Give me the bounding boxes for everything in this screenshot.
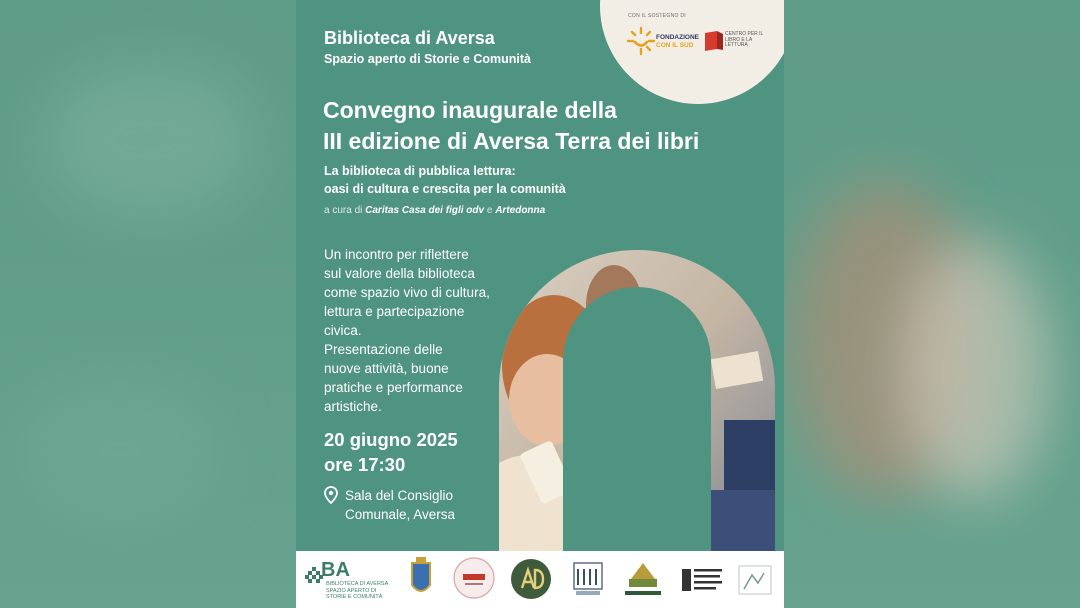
- blurred-background-left: [0, 0, 300, 608]
- event-poster: [296, 0, 784, 608]
- description-line: lettura e partecipazione: [324, 304, 465, 319]
- location-pin-icon: [324, 486, 338, 504]
- description-line: civica.: [324, 323, 362, 338]
- curated-conjunction: e: [486, 205, 493, 216]
- ba-logo-subtext: BIBLIOTECA DI AVERSA SPAZIO APERTO DI STORIE E COMUNITÀ: [326, 581, 388, 600]
- blurred-background-right: [780, 0, 1080, 608]
- con-il-sud-label: CON IL SUD: [656, 42, 694, 49]
- description-line: Un incontro per riflettere: [324, 247, 469, 262]
- description-line: pratiche e performance: [324, 380, 463, 395]
- event-title-line: III edizione di Aversa Terra dei libri: [323, 128, 700, 154]
- event-venue: [345, 486, 455, 524]
- book-association-logo-icon: [572, 561, 604, 599]
- partner-logos-footer: [296, 551, 784, 608]
- curator-name: Artedonna: [495, 205, 546, 216]
- background-blur-shape: [20, 380, 220, 520]
- ba-logo-text: BA: [321, 559, 350, 581]
- partner-illustration-logo-icon: [738, 565, 772, 595]
- event-time: ore 17:30: [324, 454, 406, 475]
- fondazione-con-il-sud-text: [656, 34, 699, 50]
- background-blur-shape: [40, 60, 260, 220]
- description-line: come spazio vivo di cultura,: [324, 285, 490, 300]
- curator-name: Caritas Casa dei figli odv: [365, 205, 485, 216]
- description-line: nuove attività, buone: [324, 361, 449, 376]
- aversa-terra-dei-libri-logo-icon: [623, 561, 663, 599]
- event-title-line: Convegno inaugurale della: [323, 97, 617, 123]
- artedonna-logo-icon: [510, 558, 552, 600]
- arch-doorway-shape: [563, 287, 711, 551]
- cepell-logo-text: CENTRO PER IL LIBRO E LA LETTURA: [725, 31, 764, 48]
- description-line: Presentazione delle: [324, 342, 443, 357]
- sponsor-caption: CON IL SOSTEGNO DI: [628, 13, 686, 19]
- venue-line: Sala del Consiglio: [345, 488, 454, 503]
- description-line: artistiche.: [324, 399, 382, 414]
- curated-by: [324, 205, 545, 216]
- reading-people-photo: [499, 250, 775, 551]
- stati-generali-cultura-logo-icon: [682, 563, 724, 597]
- event-subtitle-line: La biblioteca di pubblica lettura:: [324, 164, 516, 178]
- sun-logo-icon: [626, 26, 656, 56]
- event-subtitle: [324, 162, 566, 198]
- event-description: [324, 245, 514, 416]
- book-logo-icon: [704, 30, 724, 52]
- venue-line: Comunale, Aversa: [345, 507, 456, 522]
- description-line: sul valore della biblioteca: [324, 266, 475, 281]
- background-blur-shape: [900, 240, 1050, 500]
- library-tagline: Spazio aperto di Storie e Comunità: [324, 52, 531, 66]
- event-datetime: [324, 427, 458, 477]
- aversa-coat-of-arms-icon: [408, 557, 434, 601]
- library-name: Biblioteca di Aversa: [324, 28, 495, 48]
- event-subtitle-line: oasi di cultura e crescita per la comunità: [324, 182, 566, 196]
- caritas-logo-icon: [453, 557, 495, 599]
- curated-prefix: a cura di: [324, 205, 363, 216]
- fondazione-label: FONDAZIONE: [656, 34, 699, 41]
- event-title: [323, 95, 699, 157]
- event-date: 20 giugno 2025: [324, 429, 458, 450]
